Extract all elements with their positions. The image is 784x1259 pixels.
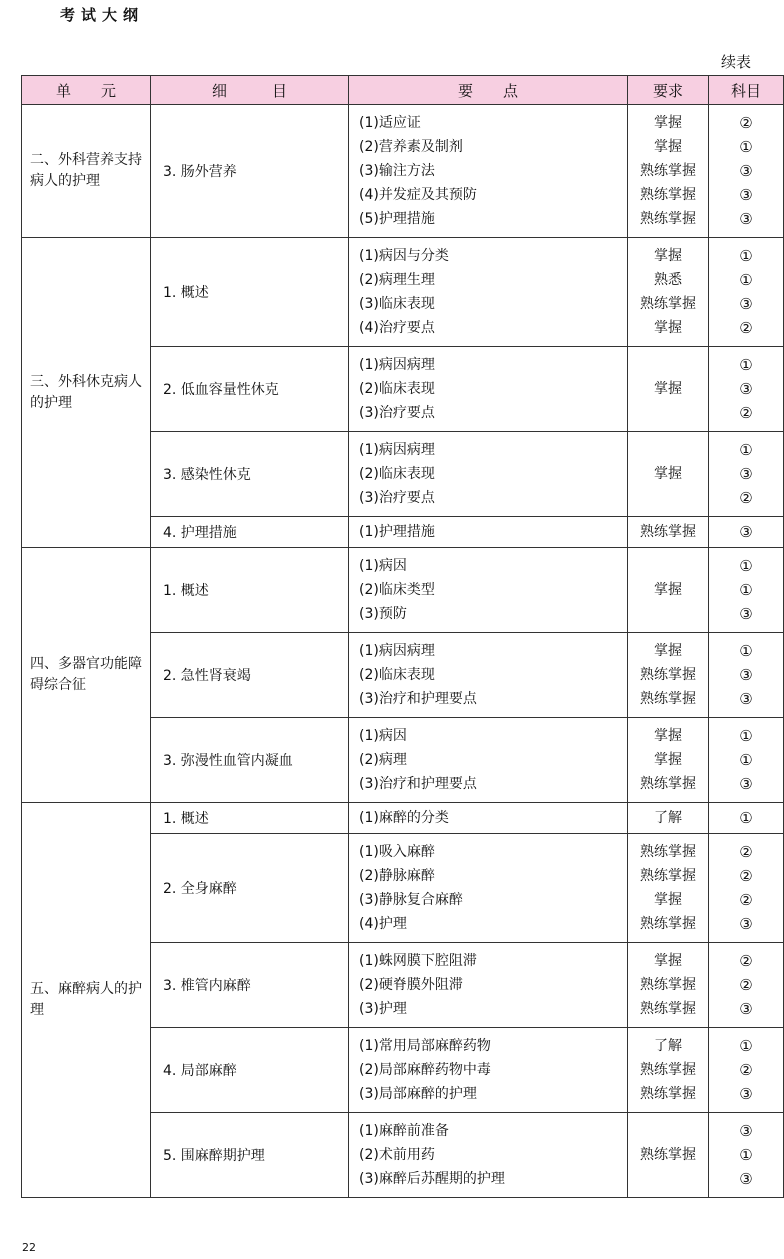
requirement-cell-line: 掌握	[654, 582, 682, 598]
requirement-cell-line	[628, 602, 708, 626]
item-cell: 2. 低血容量性休克	[151, 347, 349, 432]
points-cell-line: (3)静脉复合麻醉	[359, 892, 463, 908]
requirement-cell-line: 掌握	[654, 953, 682, 969]
table-row	[22, 803, 784, 834]
points-cell-line: (1)麻醉前准备	[359, 1123, 449, 1139]
requirement-cell	[628, 803, 709, 834]
requirement-cell-line: 熟练掌握	[640, 1147, 696, 1163]
requirement-cell	[628, 633, 709, 718]
subject-cell-line: ①	[739, 247, 753, 265]
subject-cell-line: ③	[739, 1122, 753, 1140]
requirement-cell	[628, 105, 709, 238]
unit-cell: 五、麻醉病人的护理	[22, 803, 151, 1198]
points-cell	[349, 517, 628, 548]
subject-cell-line: ①	[739, 1037, 753, 1055]
subject-cell-line: ③	[739, 186, 753, 204]
points-cell	[349, 1113, 628, 1198]
points-cell-line: (1)病因病理	[359, 442, 435, 458]
points-cell-line: (1)麻醉的分类	[359, 810, 449, 826]
item-cell: 2. 全身麻醉	[151, 834, 349, 943]
points-cell-line: (1)护理措施	[359, 524, 435, 540]
points-cell	[349, 718, 628, 803]
points-cell-line: (1)病因病理	[359, 357, 435, 373]
subject-cell-line: ①	[739, 581, 753, 599]
requirement-cell	[628, 718, 709, 803]
requirement-cell	[628, 432, 709, 517]
points-cell-line: (1)常用局部麻醉药物	[359, 1038, 491, 1054]
requirement-cell	[628, 238, 709, 347]
requirement-cell-line: 了解	[654, 1038, 682, 1054]
subject-cell	[709, 347, 784, 432]
requirement-cell-line: 熟练掌握	[640, 916, 696, 932]
points-cell-line: (2)硬脊膜外阻滞	[359, 977, 463, 993]
subject-cell-line: ③	[739, 380, 753, 398]
requirement-cell-line: 掌握	[654, 115, 682, 131]
points-cell	[349, 803, 628, 834]
points-cell	[349, 238, 628, 347]
points-cell-line: (5)护理措施	[359, 211, 435, 227]
subject-cell	[709, 1028, 784, 1113]
points-cell	[349, 633, 628, 718]
requirement-cell	[628, 347, 709, 432]
continued-label: 续表	[721, 53, 752, 71]
points-cell-line: (2)病理	[359, 752, 407, 768]
requirement-cell-line: 熟练掌握	[640, 1086, 696, 1102]
subject-cell-line: ②	[739, 404, 753, 422]
requirement-cell-line: 掌握	[654, 643, 682, 659]
points-cell-line: (1)病因病理	[359, 643, 435, 659]
points-cell-line: (4)治疗要点	[359, 320, 435, 336]
requirement-cell-line: 掌握	[654, 466, 682, 482]
page-header: 考试大纲	[60, 6, 145, 24]
requirement-cell-line	[628, 486, 708, 510]
col-header-points: 要 点	[349, 76, 628, 105]
subject-cell-line: ③	[739, 210, 753, 228]
points-cell-line: (1)蛛网膜下腔阻滞	[359, 953, 477, 969]
points-cell-line: (2)临床表现	[359, 466, 435, 482]
subject-cell-line: ②	[739, 1061, 753, 1079]
requirement-cell-line: 掌握	[654, 728, 682, 744]
requirement-cell-line: 熟悉	[654, 272, 682, 288]
subject-cell-line: ①	[739, 356, 753, 374]
requirement-cell-line	[628, 1119, 708, 1143]
points-cell-line: (3)治疗要点	[359, 490, 435, 506]
subject-cell-line: ③	[739, 162, 753, 180]
unit-cell: 三、外科休克病人的护理	[22, 238, 151, 548]
col-header-item: 细 目	[151, 76, 349, 105]
requirement-cell-line: 掌握	[654, 248, 682, 264]
requirement-cell	[628, 548, 709, 633]
table-row	[22, 238, 784, 347]
subject-cell	[709, 943, 784, 1028]
requirement-cell-line: 熟练掌握	[640, 187, 696, 203]
subject-cell-line: ③	[739, 605, 753, 623]
points-cell-line: (1)吸入麻醉	[359, 844, 435, 860]
points-cell-line: (2)临床类型	[359, 582, 435, 598]
subject-cell-line: ③	[739, 295, 753, 313]
item-cell: 3. 感染性休克	[151, 432, 349, 517]
syllabus-table	[21, 75, 784, 1198]
subject-cell-line: ②	[739, 891, 753, 909]
item-cell: 3. 椎管内麻醉	[151, 943, 349, 1028]
points-cell-line: (3)治疗和护理要点	[359, 691, 477, 707]
requirement-cell-line: 掌握	[654, 320, 682, 336]
points-cell-line: (3)预防	[359, 606, 407, 622]
requirement-cell-line: 熟练掌握	[640, 776, 696, 792]
item-cell: 2. 急性肾衰竭	[151, 633, 349, 718]
subject-cell-line: ①	[739, 557, 753, 575]
subject-cell	[709, 105, 784, 238]
points-cell	[349, 834, 628, 943]
points-cell-line: (1)病因	[359, 728, 407, 744]
subject-cell	[709, 803, 784, 834]
subject-cell-line: ②	[739, 319, 753, 337]
points-cell-line: (3)护理	[359, 1001, 407, 1017]
requirement-cell	[628, 943, 709, 1028]
subject-cell	[709, 633, 784, 718]
subject-cell-line: ①	[739, 727, 753, 745]
points-cell-line: (2)临床表现	[359, 667, 435, 683]
requirement-cell-line	[628, 1167, 708, 1191]
subject-cell	[709, 517, 784, 548]
table-row	[22, 548, 784, 633]
requirement-cell-line: 掌握	[654, 139, 682, 155]
item-cell: 1. 概述	[151, 803, 349, 834]
requirement-cell-line: 熟练掌握	[640, 1001, 696, 1017]
subject-cell	[709, 432, 784, 517]
points-cell	[349, 432, 628, 517]
requirement-cell-line: 掌握	[654, 752, 682, 768]
subject-cell-line: ①	[739, 441, 753, 459]
points-cell-line: (1)病因与分类	[359, 248, 449, 264]
page-number: 22	[22, 1241, 36, 1254]
table-row	[22, 105, 784, 238]
subject-cell-line: ①	[739, 642, 753, 660]
item-cell: 4. 局部麻醉	[151, 1028, 349, 1113]
points-cell-line: (2)术前用药	[359, 1147, 435, 1163]
subject-cell-line: ③	[739, 775, 753, 793]
requirement-cell-line: 掌握	[654, 892, 682, 908]
requirement-cell	[628, 834, 709, 943]
requirement-cell-line: 熟练掌握	[640, 163, 696, 179]
points-cell-line: (2)静脉麻醉	[359, 868, 435, 884]
subject-cell	[709, 834, 784, 943]
col-header-subject: 科目	[709, 76, 784, 105]
points-cell-line: (2)临床表现	[359, 381, 435, 397]
item-cell: 3. 弥漫性血管内凝血	[151, 718, 349, 803]
points-cell-line: (2)局部麻醉药物中毒	[359, 1062, 491, 1078]
table-body	[22, 105, 784, 1198]
points-cell-line: (3)输注方法	[359, 163, 435, 179]
subject-cell-line: ③	[739, 1000, 753, 1018]
requirement-cell	[628, 1028, 709, 1113]
subject-cell-line: ②	[739, 867, 753, 885]
item-cell: 5. 围麻醉期护理	[151, 1113, 349, 1198]
subject-cell-line: ①	[739, 751, 753, 769]
col-header-unit: 单 元	[22, 76, 151, 105]
subject-cell-line: ①	[739, 271, 753, 289]
requirement-cell-line: 熟练掌握	[640, 844, 696, 860]
requirement-cell-line	[628, 554, 708, 578]
requirement-cell-line: 熟练掌握	[640, 667, 696, 683]
points-cell-line: (3)麻醉后苏醒期的护理	[359, 1171, 505, 1187]
points-cell-line: (4)并发症及其预防	[359, 187, 477, 203]
points-cell	[349, 943, 628, 1028]
requirement-cell	[628, 517, 709, 548]
subject-cell-line: ①	[739, 1146, 753, 1164]
requirement-cell-line: 熟练掌握	[640, 524, 696, 540]
unit-cell: 四、多器官功能障碍综合征	[22, 548, 151, 803]
subject-cell-line: ③	[739, 690, 753, 708]
subject-cell-line: ③	[739, 523, 753, 541]
points-cell	[349, 105, 628, 238]
points-cell-line: (3)治疗要点	[359, 405, 435, 421]
requirement-cell-line	[628, 401, 708, 425]
item-cell: 3. 肠外营养	[151, 105, 349, 238]
requirement-cell-line: 熟练掌握	[640, 1062, 696, 1078]
points-cell	[349, 347, 628, 432]
subject-cell-line: ③	[739, 1085, 753, 1103]
points-cell-line: (2)病理生理	[359, 272, 435, 288]
subject-cell-line: ③	[739, 1170, 753, 1188]
item-cell: 1. 概述	[151, 548, 349, 633]
points-cell-line: (2)营养素及制剂	[359, 139, 463, 155]
requirement-cell-line: 了解	[654, 810, 682, 826]
col-header-requirement: 要求	[628, 76, 709, 105]
unit-cell: 二、外科营养支持病人的护理	[22, 105, 151, 238]
points-cell-line: (1)病因	[359, 558, 407, 574]
requirement-cell-line	[628, 438, 708, 462]
points-cell-line: (4)护理	[359, 916, 407, 932]
subject-cell	[709, 718, 784, 803]
subject-cell-line: ②	[739, 489, 753, 507]
points-cell-line: (3)治疗和护理要点	[359, 776, 477, 792]
points-cell	[349, 1028, 628, 1113]
subject-cell-line: ③	[739, 666, 753, 684]
requirement-cell-line: 熟练掌握	[640, 868, 696, 884]
item-cell: 1. 概述	[151, 238, 349, 347]
subject-cell-line: ②	[739, 976, 753, 994]
subject-cell-line: ②	[739, 952, 753, 970]
points-cell-line: (1)适应证	[359, 115, 421, 131]
points-cell-line: (3)临床表现	[359, 296, 435, 312]
subject-cell	[709, 238, 784, 347]
points-cell	[349, 548, 628, 633]
requirement-cell	[628, 1113, 709, 1198]
subject-cell	[709, 548, 784, 633]
subject-cell-line: ①	[739, 809, 753, 827]
subject-cell-line: ②	[739, 843, 753, 861]
subject-cell	[709, 1113, 784, 1198]
subject-cell-line: ②	[739, 114, 753, 132]
requirement-cell-line: 熟练掌握	[640, 977, 696, 993]
table-header-row	[22, 76, 784, 105]
requirement-cell-line: 熟练掌握	[640, 211, 696, 227]
subject-cell-line: ③	[739, 465, 753, 483]
points-cell-line: (3)局部麻醉的护理	[359, 1086, 477, 1102]
item-cell: 4. 护理措施	[151, 517, 349, 548]
subject-cell-line: ③	[739, 915, 753, 933]
requirement-cell-line	[628, 353, 708, 377]
requirement-cell-line: 熟练掌握	[640, 691, 696, 707]
subject-cell-line: ①	[739, 138, 753, 156]
requirement-cell-line: 熟练掌握	[640, 296, 696, 312]
requirement-cell-line: 掌握	[654, 381, 682, 397]
